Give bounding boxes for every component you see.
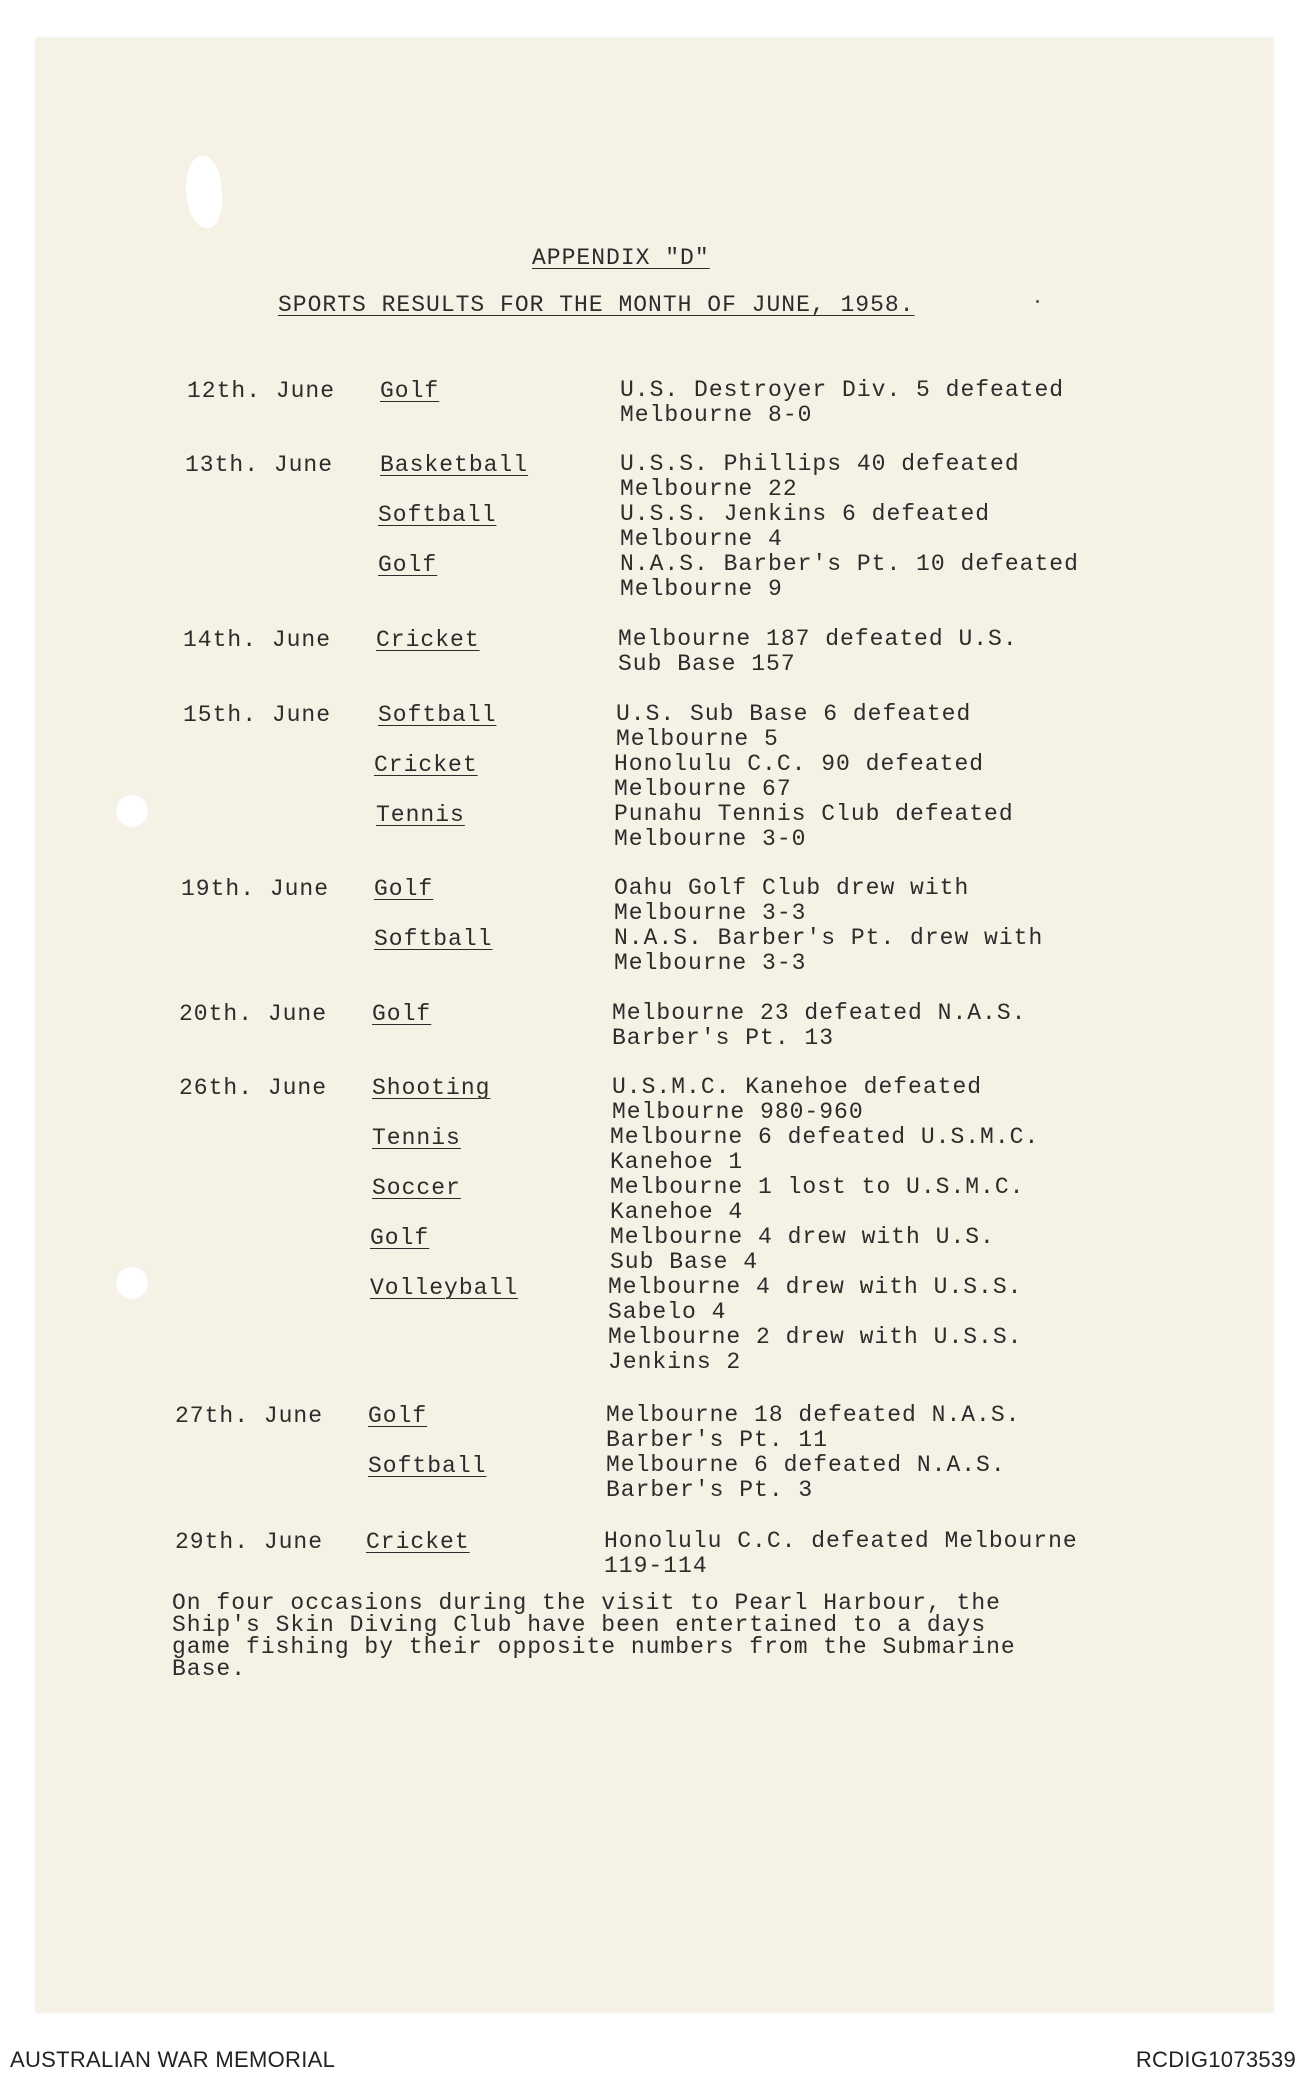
footer-archive-name: AUSTRALIAN WAR MEMORIAL	[10, 2047, 336, 2072]
result-date: 14th. June	[183, 627, 332, 653]
result-line: Melbourne 980-960	[612, 1099, 864, 1125]
result-line: Melbourne 18 defeated N.A.S.	[606, 1402, 1021, 1428]
page-subtitle: SPORTS RESULTS FOR THE MONTH OF JUNE, 1958.	[278, 292, 915, 318]
result-sport: Cricket	[366, 1529, 470, 1555]
result-text	[614, 802, 1014, 852]
result-line: Melbourne 2 drew with U.S.S.	[608, 1324, 1023, 1350]
result-text	[620, 552, 1079, 602]
result-sport: Golf	[380, 378, 440, 404]
result-sport: Golf	[374, 876, 434, 902]
result-line: Melbourne 8-0	[620, 402, 813, 428]
result-line: Melbourne 22	[620, 476, 798, 502]
result-line: Sub Base 4	[610, 1249, 759, 1275]
result-line: Kanehoe 1	[610, 1149, 744, 1175]
result-line: Punahu Tennis Club defeated	[614, 801, 1014, 827]
result-line: Barber's Pt. 3	[606, 1477, 814, 1503]
punch-hole	[115, 794, 149, 828]
result-line: Melbourne 6 defeated U.S.M.C.	[610, 1124, 1040, 1150]
result-sport: Volleyball	[370, 1275, 519, 1301]
result-line: Melbourne 4 drew with U.S.	[610, 1224, 995, 1250]
result-text	[616, 702, 971, 752]
result-line: Melbourne 4	[620, 526, 783, 552]
result-line: Melbourne 3-3	[614, 900, 807, 926]
result-text	[614, 926, 1043, 976]
result-text	[620, 378, 1064, 428]
result-line: Barber's Pt. 11	[606, 1427, 829, 1453]
result-line: Melbourne 3-0	[614, 826, 807, 852]
closing-line: game fishing by their opposite numbers from the Submarine	[172, 1634, 1016, 1660]
result-line: Sabelo 4	[608, 1299, 727, 1325]
result-text	[610, 1125, 1039, 1175]
punch-hole	[115, 1266, 149, 1300]
result-date: 27th. June	[175, 1403, 324, 1429]
result-sport: Softball	[378, 502, 497, 528]
result-line: Melbourne 5	[616, 726, 779, 752]
result-sport: Golf	[370, 1225, 430, 1251]
result-line: Melbourne 4 drew with U.S.S.	[608, 1274, 1023, 1300]
footer-record-id: RCDIG1073539	[1135, 2047, 1296, 2072]
result-line: Melbourne 23 defeated N.A.S.	[612, 1000, 1027, 1026]
result-line: N.A.S. Barber's Pt. drew with	[614, 925, 1044, 951]
result-line: Melbourne 6 defeated N.A.S.	[606, 1452, 1006, 1478]
result-date: 29th. June	[175, 1529, 324, 1555]
result-line: Melbourne 9	[620, 576, 783, 602]
result-sport: Softball	[378, 702, 497, 728]
result-text	[620, 502, 990, 552]
result-date: 15th. June	[183, 702, 332, 728]
result-line: Melbourne 67	[614, 776, 792, 802]
result-text	[612, 1075, 982, 1125]
result-sport: Tennis	[376, 802, 465, 828]
result-sport: Golf	[372, 1001, 432, 1027]
result-line: U.S. Destroyer Div. 5 defeated	[620, 377, 1065, 403]
result-text	[620, 452, 1020, 502]
closing-line: Ship's Skin Diving Club have been entertained to a days	[172, 1612, 987, 1638]
result-line: Sub Base 157	[618, 651, 796, 677]
result-sport: Cricket	[376, 627, 480, 653]
result-line: Kanehoe 4	[610, 1199, 744, 1225]
appendix-title: APPENDIX "D"	[532, 245, 710, 271]
result-text	[608, 1275, 1022, 1325]
result-text	[618, 627, 1018, 677]
result-line: Barber's Pt. 13	[612, 1025, 835, 1051]
result-sport: Softball	[368, 1453, 487, 1479]
result-line: U.S.S. Phillips 40 defeated	[620, 451, 1020, 477]
result-text	[614, 876, 969, 926]
result-line: Jenkins 2	[608, 1349, 742, 1375]
result-line: Melbourne 1 lost to U.S.M.C.	[610, 1174, 1025, 1200]
closing-line: On four occasions during the visit to Pearl Harbour, the	[172, 1590, 1001, 1616]
result-line: Honolulu C.C. defeated Melbourne	[604, 1528, 1078, 1554]
result-sport: Golf	[368, 1403, 428, 1429]
result-line: Melbourne 187 defeated U.S.	[618, 626, 1018, 652]
result-line: U.S.M.C. Kanehoe defeated	[612, 1074, 983, 1100]
result-date: 19th. June	[181, 876, 330, 902]
closing-line: Base.	[172, 1656, 247, 1682]
result-sport: Shooting	[372, 1075, 491, 1101]
result-text	[604, 1529, 1078, 1579]
result-sport: Tennis	[372, 1125, 461, 1151]
result-line: N.A.S. Barber's Pt. 10 defeated	[620, 551, 1079, 577]
result-date: 12th. June	[187, 378, 336, 404]
result-line: U.S.S. Jenkins 6 defeated	[620, 501, 991, 527]
torn-corner	[186, 156, 222, 228]
result-text	[610, 1175, 1024, 1225]
result-text	[608, 1325, 1022, 1375]
result-sport: Soccer	[372, 1175, 461, 1201]
ink-speck	[1036, 300, 1039, 303]
result-line: U.S. Sub Base 6 defeated	[616, 701, 972, 727]
result-line: Honolulu C.C. 90 defeated	[614, 751, 985, 777]
result-date: 26th. June	[179, 1075, 328, 1101]
result-text	[606, 1453, 1006, 1503]
result-sport: Golf	[378, 552, 438, 578]
result-text	[610, 1225, 995, 1275]
result-text	[606, 1403, 1020, 1453]
result-line: Melbourne 3-3	[614, 950, 807, 976]
result-sport: Basketball	[380, 452, 529, 478]
result-text	[612, 1001, 1026, 1051]
result-line: Oahu Golf Club drew with	[614, 875, 970, 901]
result-sport: Cricket	[374, 752, 478, 778]
result-text	[614, 752, 984, 802]
result-line: 119-114	[604, 1553, 708, 1579]
result-sport: Softball	[374, 926, 493, 952]
result-date: 20th. June	[179, 1001, 328, 1027]
closing-paragraph	[172, 1592, 1072, 1680]
result-date: 13th. June	[185, 452, 334, 478]
